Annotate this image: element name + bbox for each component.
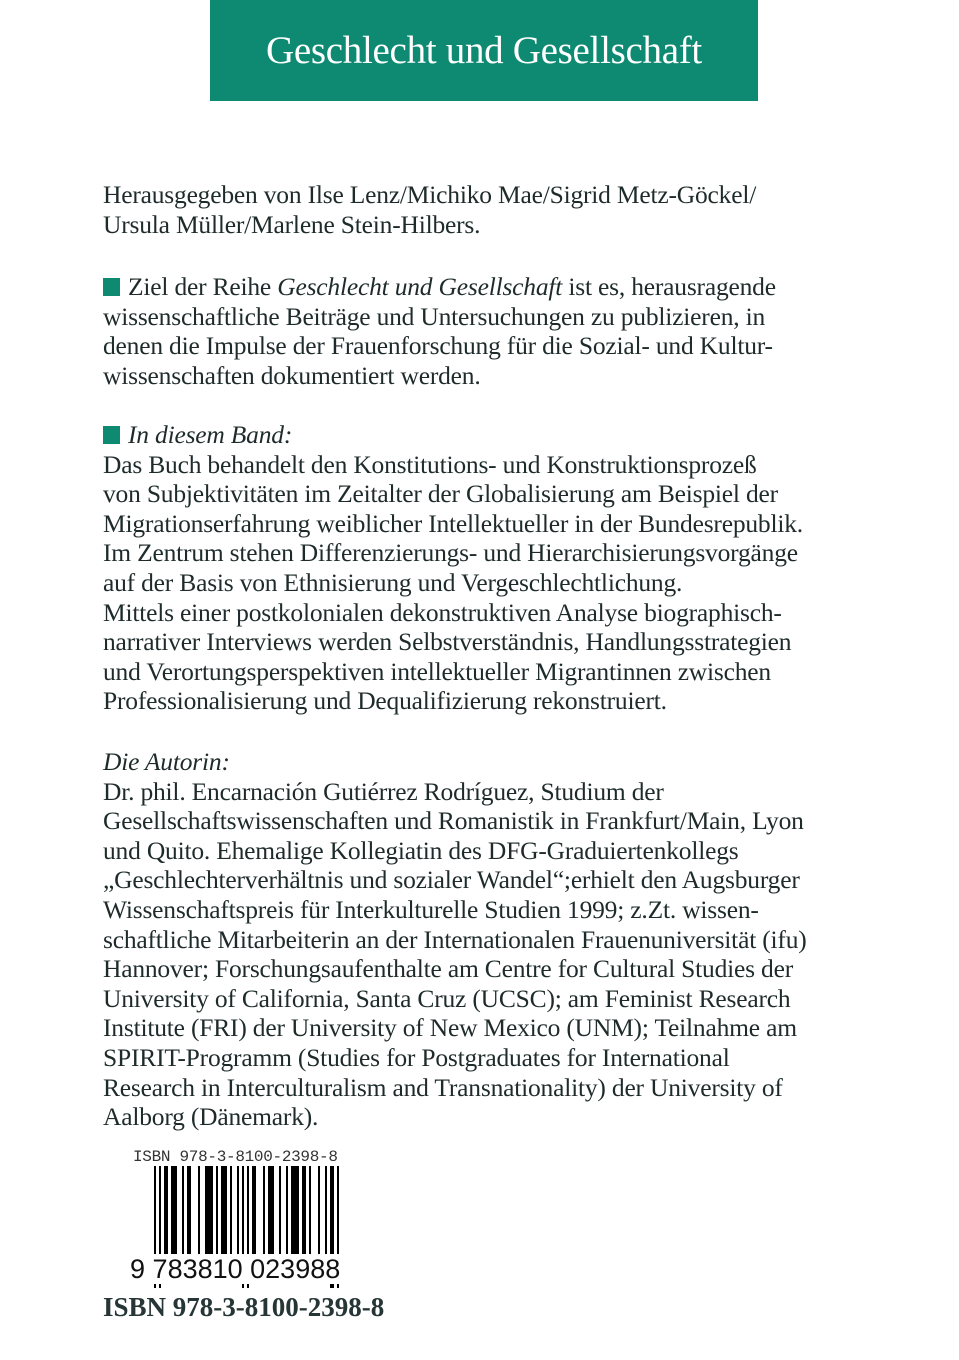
text-line: und Verortungsperspektiven intellektueller Migrantinnen zwischen — [103, 656, 771, 686]
text-line: schaftliche Mitarbeiterin an der Internationalen Frauenuniversität (ifu) — [103, 924, 807, 954]
text-line: und Quito. Ehemalige Kollegiatin des DFG-Graduiertenkollegs — [103, 835, 739, 865]
green-square-bullet-icon — [103, 426, 120, 444]
text-line: Dr. phil. Encarnación Gutiérrez Rodríguez, Studium der — [103, 776, 664, 806]
barcode-digits-rest: 783810 023988 — [152, 1254, 341, 1284]
text-line: Professionalisierung und Dequalifizierung rekonstruiert. — [103, 686, 667, 716]
series-banner — [210, 0, 758, 101]
editors-line: Ursula Müller/Marlene Stein-Hilbers. — [103, 209, 481, 239]
author-heading — [103, 747, 807, 777]
series-aim-line: denen die Impulse der Frauenforschung für die Sozial- und Kultur- — [103, 331, 773, 361]
text-line: narrativer Interviews werden Selbstverständnis, Handlungsstrategien — [103, 627, 792, 657]
heading-text: Die Autorin: — [103, 747, 230, 776]
editors-line: Herausgegeben von Ilse Lenz/Michiko Mae/Sigrid Metz-Göckel/ — [103, 180, 757, 209]
barcode-first-digit: 9 — [130, 1254, 146, 1284]
text-line: SPIRIT-Programm (Studies for Postgraduates for International — [103, 1042, 730, 1072]
barcode-isbn-text: ISBN 978-3-8100-2398-8 — [133, 1148, 338, 1166]
text-line: Research in Interculturalism and Transnationality) der University of — [103, 1072, 783, 1102]
text-line: „Geschlechterverhältnis und sozialer Wandel“;erhielt den Augsburger — [103, 865, 800, 895]
text-line: Im Zentrum stehen Differenzierungs- und Hierarchisierungsvorgänge — [103, 538, 798, 568]
text-line: Hannover; Forschungsaufenthalte am Centre for Cultural Studies der — [103, 954, 793, 984]
text-line: Gesellschaftswissenschaften und Romanistik in Frankfurt/Main, Lyon — [103, 806, 804, 836]
series-aim-line: wissenschaften dokumentiert werden. — [103, 360, 481, 390]
text-line: von Subjektivitäten im Zeitalter der Globalisierung am Beispiel der — [103, 479, 778, 509]
series-aim — [103, 272, 776, 390]
series-title: Geschlecht und Gesellschaft — [266, 29, 702, 72]
isbn: ISBN 978-3-8100-2398-8 — [103, 1292, 385, 1322]
heading-text: In diesem Band: — [128, 420, 293, 449]
series-title-italic: Geschlecht und Gesellschaft — [277, 272, 563, 301]
green-square-bullet-icon — [103, 278, 120, 296]
series-aim-first-line — [103, 272, 776, 302]
text-line: Migrationserfahrung weiblicher Intellektueller in der Bundesrepublik. — [103, 508, 803, 538]
text-line: Wissenschaftspreis für Interkulturelle Studien 1999; z.Zt. wissen- — [103, 894, 759, 924]
editors — [103, 180, 756, 239]
text-line: auf der Basis von Ethnisierung und Vergeschlechtlichung. — [103, 567, 683, 597]
text: Ziel der Reihe — [128, 272, 278, 301]
text-line: University of California, Santa Cruz (UCSC); am Feminist Research — [103, 983, 791, 1013]
volume-description — [103, 420, 803, 716]
text-line: Aalborg (Dänemark). — [103, 1102, 319, 1132]
isbn-barcode — [130, 1148, 355, 1288]
text: ist es, herausragende — [562, 272, 776, 301]
volume-heading — [103, 420, 803, 450]
text-line: Das Buch behandelt den Konstitutions- und Konstruktionsprozeß — [103, 449, 757, 479]
text-line: Institute (FRI) der University of New Mexico (UNM); Teilnahme am — [103, 1013, 797, 1043]
text-line: Mittels einer postkolonialen dekonstruktiven Analyse biographisch- — [103, 597, 782, 627]
barcode-digits — [130, 1254, 340, 1285]
series-aim-line: wissenschaftliche Beiträge und Untersuchungen zu publizieren, in — [103, 301, 766, 331]
author-bio — [103, 747, 807, 1132]
